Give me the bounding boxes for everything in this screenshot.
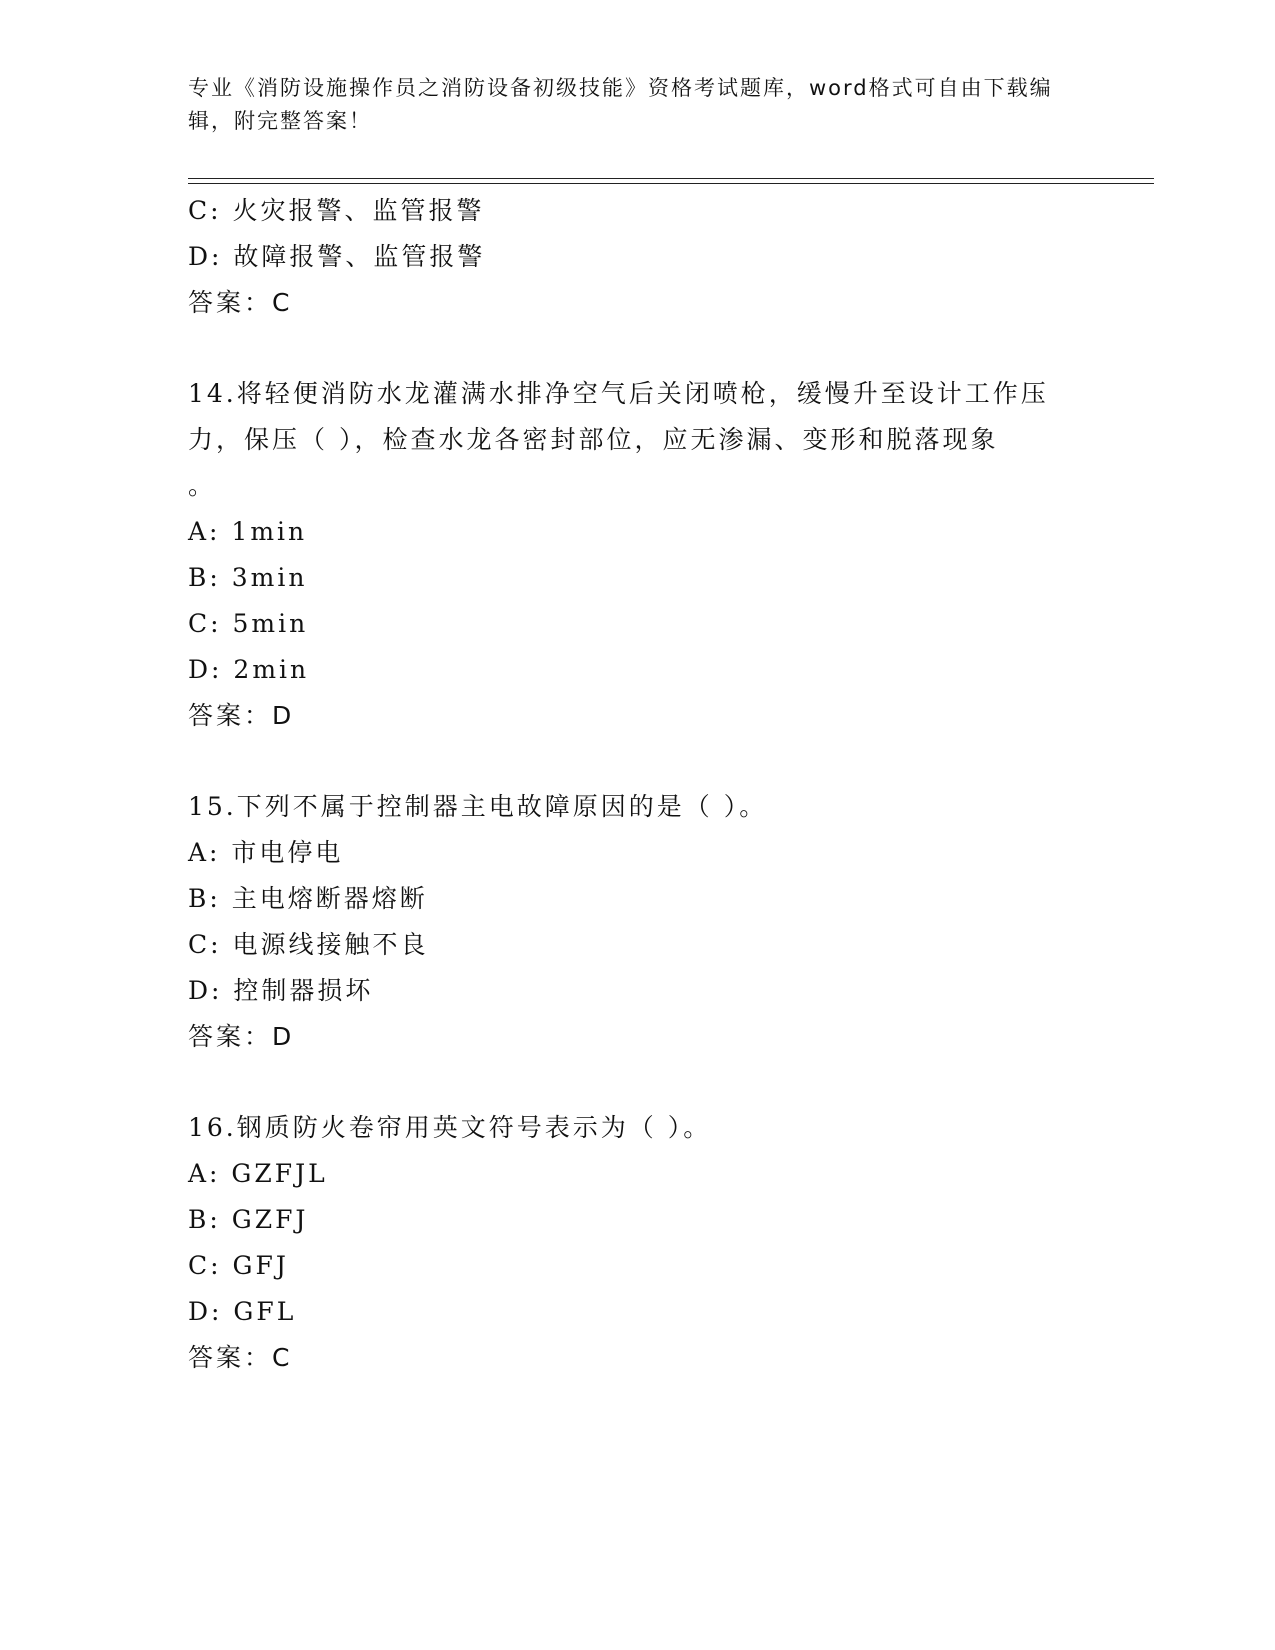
option-c: C: GFJ — [188, 1251, 289, 1280]
document-header: 专业《消防设施操作员之消防设备初级技能》资格考试题库，word格式可自由下载编辑，附完整答案！ — [188, 76, 1053, 133]
option-a: A: 市电停电 — [188, 838, 344, 867]
question-text: 力，保压（ ），检查水龙各密封部位，应无渗漏、变形和脱落现象 — [188, 425, 999, 454]
answer: 答案：C — [188, 1343, 293, 1372]
option-b: B: 主电熔断器熔断 — [188, 884, 428, 913]
option-d: D: 控制器损坏 — [188, 976, 374, 1005]
header-divider-top — [188, 178, 1154, 179]
option-d: D: 2min — [188, 655, 310, 684]
question-text: 16.钢质防火卷帘用英文符号表示为（ ）。 — [188, 1113, 712, 1142]
question-15 — [188, 784, 1088, 1060]
answer: 答案：C — [188, 288, 293, 317]
question-text: 。 — [188, 471, 217, 500]
option-c: C: 电源线接触不良 — [188, 930, 429, 959]
option-b: B: 3min — [188, 563, 308, 592]
header-divider-bottom — [188, 183, 1154, 184]
option-c: C: 5min — [188, 609, 309, 638]
option-a: A: GZFJL — [188, 1159, 328, 1188]
option-b: B: GZFJ — [188, 1205, 309, 1234]
question-text: 14.将轻便消防水龙灌满水排净空气后关闭喷枪，缓慢升至设计工作压 — [188, 379, 1049, 408]
option-c: C: 火灾报警、监管报警 — [188, 196, 485, 225]
question-16 — [188, 1105, 1088, 1381]
question-text: 15.下列不属于控制器主电故障原因的是（ ）。 — [188, 792, 768, 821]
answer: 答案：D — [188, 701, 295, 730]
option-d: D: 故障报警、监管报警 — [188, 242, 486, 271]
option-a: A: 1min — [188, 517, 308, 546]
question-13-continued — [188, 188, 1088, 326]
answer: 答案：D — [188, 1022, 295, 1051]
question-14 — [188, 371, 1088, 739]
option-d: D: GFL — [188, 1297, 297, 1326]
question-list — [188, 188, 1088, 1381]
